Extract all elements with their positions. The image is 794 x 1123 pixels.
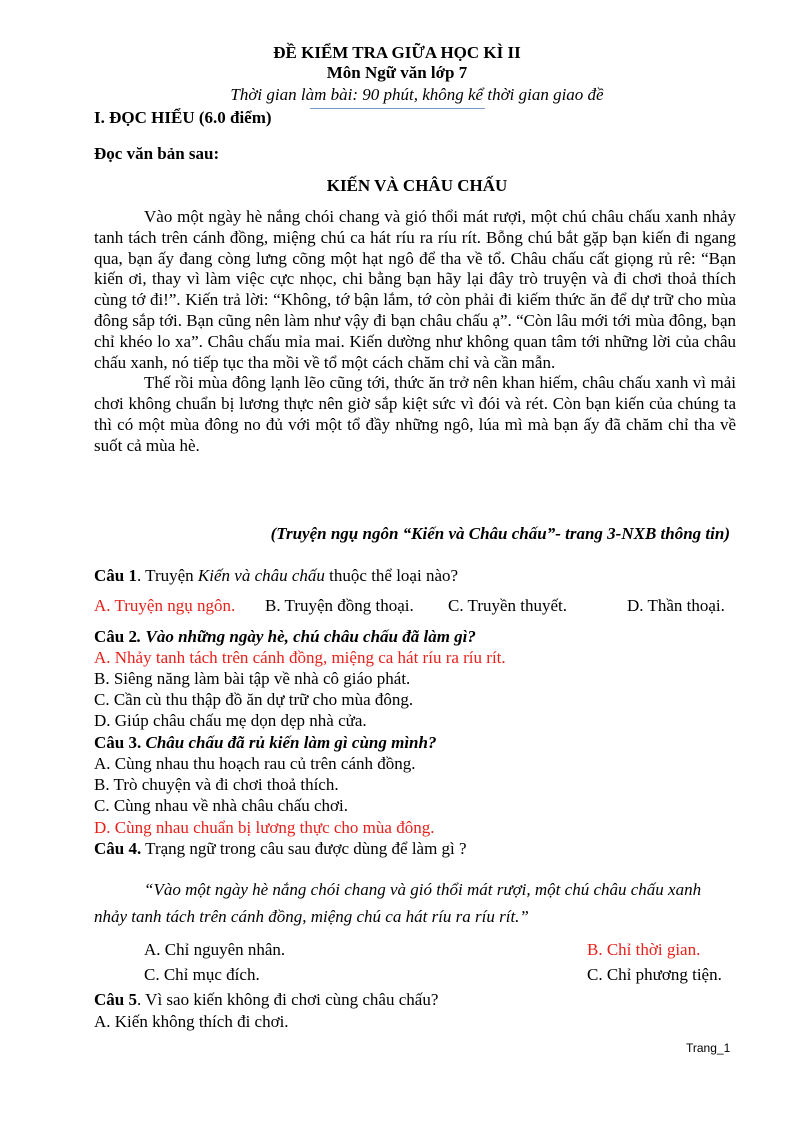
- q2-option-d: D. Giúp châu chấu mẹ dọn dẹp nhà cửa.: [94, 711, 367, 730]
- question-5: [94, 990, 438, 1010]
- q5-option-a: A. Kiến không thích đi chơi.: [94, 1012, 289, 1031]
- question-2-label: Câu 2: [94, 627, 137, 646]
- question-2-text: . Vào những ngày hè, chú châu chấu đã làm gì?: [136, 627, 476, 646]
- question-5-text: . Vì sao kiến không đi chơi cùng châu chấu?: [136, 990, 439, 1009]
- question-4-text: Trạng ngữ trong câu sau được dùng để làm gì ?: [141, 839, 467, 858]
- q1-option-b: B. Truyện đồng thoại.: [265, 596, 414, 615]
- q2-option-b: B. Siêng năng làm bài tập về nhà cô giáo phát.: [94, 669, 411, 688]
- question-1: [94, 566, 458, 586]
- q4-option-a: A. Chỉ nguyên nhân.: [144, 940, 286, 959]
- question-1-pre: . Truyện: [136, 566, 198, 585]
- q2-option-a: A. Nhảy tanh tách trên cánh đồng, miệng ca hát ríu ra ríu rít.: [94, 648, 506, 667]
- story-paragraph-1: Vào một ngày hè nắng chói chang và gió thổi mát rượi, một chú châu chấu xanh nhảy tanh tách trên cánh đồng, miệng chú ca hát ríu ra ríu rít. Bỗng chú bắt gặp bạn kiến đi ngang qua, bạn ấy đang còng lưng cõng một hạt ngô để tha về tổ. Châu chấu cất giọng rủ rê: “Bạn kiến ơi, thay vì làm việc cực nhọc, chi bằng bạn hãy lại đây trò truyện và đi chơi thoả thích cùng tớ đi!”. Kiến trả lời: “Không, tớ bận lắm, tớ còn phải đi kiếm thức ăn để dự trữ cho mùa đông sắp tới. Bạn cũng nên làm như vậy đi bạn châu chấu ạ”. “Còn lâu mới tới mùa đông, bạn chỉ khéo lo xa”. Châu chấu mỉa mai. Kiến dường như không quan tâm tới những lời của châu chấu xanh, nó tiếp tục tha mồi về tổ một cách chăm chỉ và cần mẫn.: [94, 207, 736, 372]
- story-source: (Truyện ngụ ngôn “Kiến và Châu chấu”- trang 3-NXB thông tin): [270, 524, 730, 543]
- q3-option-d: D. Cùng nhau chuẩn bị lương thực cho mùa đông.: [94, 818, 435, 837]
- q1-option-a: A. Truyện ngụ ngôn.: [94, 596, 236, 615]
- q3-option-b: B. Trò chuyện và đi chơi thoả thích.: [94, 775, 339, 794]
- question-3-label: Câu 3.: [94, 733, 142, 752]
- page-number: Trang_1: [686, 1041, 731, 1055]
- q4-option-c: C. Chỉ mục đích.: [144, 965, 260, 984]
- story-paragraph-2: Thế rồi mùa đông lạnh lẽo cũng tới, thức ăn trở nên khan hiếm, châu chấu xanh vì mải chơi không chuẩn bị lương thực nên giờ sắp kiệt sức vì đói và rét. Còn bạn kiến của chúng ta thì có một mùa đông no đủ với một tổ đầy những ngô, lúa mì mà bạn ấy đã chăm chỉ tha về suốt cả mùa hè.: [94, 373, 736, 455]
- question-4: [94, 839, 467, 859]
- q3-option-a: A. Cùng nhau thu hoạch rau củ trên cánh đồng.: [94, 754, 416, 773]
- question-3: [94, 733, 436, 753]
- question-1-post: thuộc thể loại nào?: [324, 566, 459, 585]
- time-underline: [310, 108, 485, 109]
- story-body: [94, 207, 736, 457]
- q1-option-c: C. Truyền thuyết.: [448, 596, 568, 615]
- q1-option-d: D. Thần thoại.: [627, 596, 725, 615]
- question-4-quote-text: “Vào một ngày hè nắng chói chang và gió thổi mát rượi, một chú châu chấu xanh nhảy tanh tách trên cánh đồng, miệng chú ca hát ríu ra ríu rít.”: [94, 880, 702, 926]
- question-4-label: Câu 4.: [94, 839, 142, 858]
- question-3-text: Châu chấu đã rủ kiến làm gì cùng mình?: [141, 733, 437, 752]
- question-4-quote: [94, 876, 736, 930]
- q4-option-b: B. Chỉ thời gian.: [587, 940, 701, 959]
- section-heading: I. ĐỌC HIỂU (6.0 điểm): [94, 108, 272, 127]
- question-2: [94, 627, 476, 647]
- question-1-italic: Kiến và châu chấu: [197, 566, 325, 585]
- question-5-label: Câu 5: [94, 990, 137, 1009]
- question-1-label: Câu 1: [94, 566, 137, 585]
- exam-subject: Môn Ngữ văn lớp 7: [326, 63, 468, 82]
- q2-option-c: C. Cần cù thu thập đồ ăn dự trữ cho mùa đông.: [94, 690, 414, 709]
- q3-option-c: C. Cùng nhau về nhà châu chấu chơi.: [94, 796, 349, 815]
- read-instruction: Đọc văn bản sau:: [94, 144, 220, 163]
- exam-time: Thời gian làm bài: 90 phút, không kể thời gian giao đề: [230, 85, 604, 104]
- q4-option-d: C. Chỉ phương tiện.: [587, 965, 722, 984]
- story-title: KIẾN VÀ CHÂU CHẤU: [326, 176, 508, 195]
- exam-title: ĐỀ KIỂM TRA GIỮA HỌC KÌ II: [273, 43, 521, 62]
